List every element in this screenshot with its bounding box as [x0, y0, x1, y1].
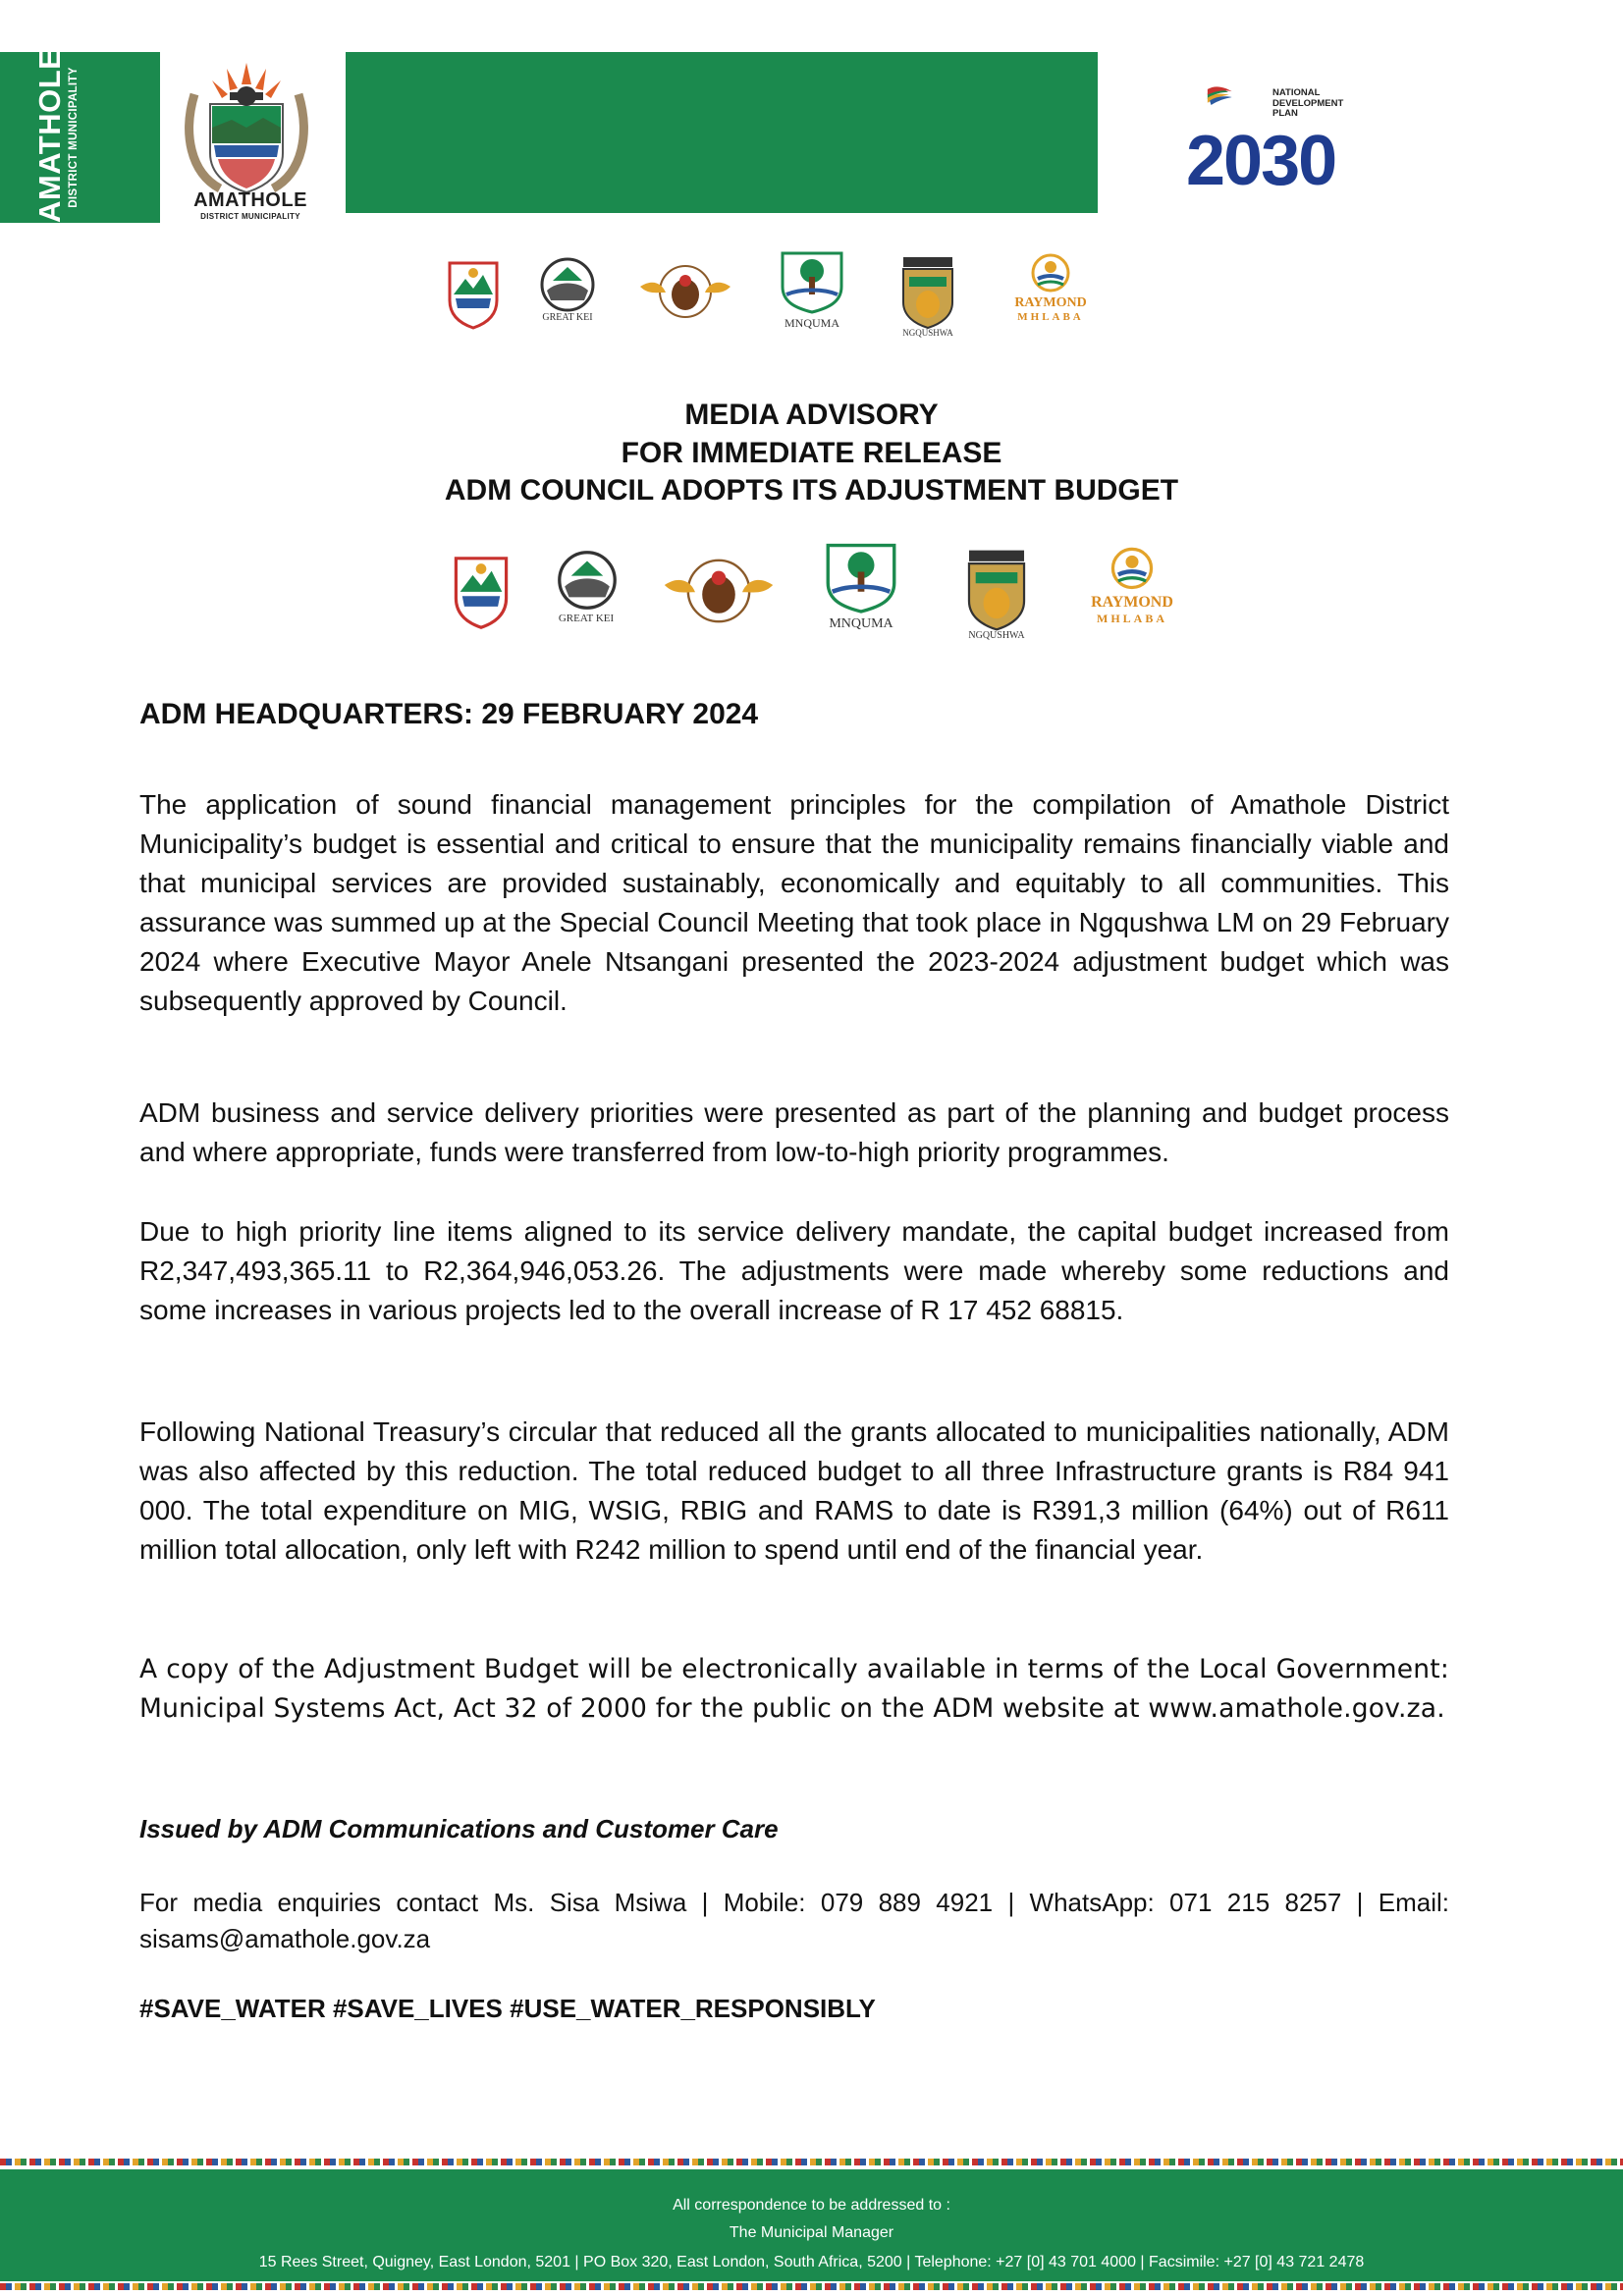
raymond-label: RAYMOND: [1014, 295, 1087, 310]
mhlaba-label: MHLABA: [1017, 311, 1084, 323]
crest-caption-subtitle: DISTRICT MUNICIPALITY: [200, 212, 300, 221]
ngqushwa-animal-crest-icon: [636, 257, 734, 326]
ngqushwa-crest-icon: [960, 546, 1033, 641]
raymond-label: RAYMOND: [1091, 594, 1173, 611]
mnquma-label: MNQUMA: [829, 616, 893, 631]
crest-caption: [173, 189, 328, 221]
title-headline: ADM COUNCIL ADOPTS ITS ADJUSTMENT BUDGET: [444, 474, 1179, 507]
raymond-mhlaba-crest-icon: [1091, 542, 1173, 625]
media-enquiries: For media enquiries contact Ms. Sisa Msiwa | Mobile: 079 889 4921 | WhatsApp: 071 215 8257 | Email: sisams@amathole.gov.za: [139, 1888, 1449, 1953]
mnquma-crest-icon: [817, 538, 905, 631]
ndp-label: [1272, 88, 1343, 120]
ndp-year: 2030: [1186, 122, 1336, 200]
ngqushwa-label: NGQUSHWA: [968, 630, 1025, 641]
issued-by: Issued by ADM Communications and Customer Care: [139, 1814, 779, 1843]
title-immediate-release: FOR IMMEDIATE RELEASE: [621, 436, 1002, 469]
footer-stripe-bottom: [0, 2283, 1623, 2290]
dateline: ADM HEADQUARTERS: 29 FEBRUARY 2024: [139, 698, 759, 730]
paragraph-grants: Following National Treasury’s circular that reduced all the grants allocated to municipalities nationally, ADM was also affected by this reduction. The total reduced budget to all three Infrastructure grants is R84 941 000. The total expenditure on MIG, WSIG, RBIG and RAMS to date is R391,3 million (64%) out of R611 million total allocation, only left with R242 million to spend until end of the financial year.: [139, 1416, 1449, 1565]
footer-correspondence: All correspondence to be addressed to :: [673, 2197, 950, 2214]
paragraph-priorities: ADM business and service delivery priorities were presented as part of the planning and budget process and where appropriate, funds were transferred from low-to-high priority programmes.: [139, 1097, 1449, 1167]
side-tab-title: AMATHOLE: [32, 48, 67, 223]
advisory-titles: [0, 397, 1623, 510]
header-green-banner: [346, 52, 1098, 213]
great-kei-crest-icon: [550, 548, 624, 624]
footer-municipal-manager: The Municipal Manager: [729, 2224, 894, 2241]
footer-address: 15 Rees Street, Quigney, East London, 5201 | PO Box 320, East London, South Africa, 5200 | Telephone: +27 [0] 43 701 4000 | Facsimile: +27 [0] 43 721 2478: [258, 2254, 1365, 2270]
paragraph-budget-principles: The application of sound financial management principles for the compilation of Amathole District Municipality’s budget is essential and critical to ensure that the municipality remains financially viable and that municipal services are provided sustainably, economically and equitably to all communities. This assurance was summed up at the Special Council Meeting that took place in Ngqushwa LM on 29 February 2024 where Executive Mayor Anele Ntsangani presented the 2023-2024 adjustment budget which was subsequently approved by Council.: [139, 789, 1449, 1016]
footer-stripe-top: [0, 2159, 1623, 2165]
paragraph-capital-budget: Due to high priority line items aligned to its service delivery mandate, the capital budget increased from R2,347,493,365.11 to R2,364,946,053.26. The adjustments were made whereby some reductions and some increases in various projects led to the overall increase of R 17 452 68815.: [139, 1216, 1449, 1325]
ngqushwa-label: NGQUSHWA: [902, 328, 953, 338]
great-kei-label: GREAT KEI: [542, 312, 593, 323]
amahlathi-crest-icon: [450, 550, 513, 636]
paragraph-availability: A copy of the Adjustment Budget will be electronically available in terms of the Local Government: Municipal Systems Act, Act 32 of 2000 for the public on the ADM website at www.amathole.gov.za.: [139, 1654, 1449, 1724]
municipal-logos-row-top: [0, 243, 1623, 342]
raymond-mhlaba-crest-icon: [1014, 249, 1087, 323]
hashtags: #SAVE_WATER #SAVE_LIVES #USE_WATER_RESPONSIBLY: [139, 1994, 876, 2023]
ndp-line2: DEVELOPMENT: [1272, 97, 1344, 109]
side-tab-subtitle: DISTRICT MUNICIPALITY: [68, 67, 80, 208]
crest-caption-title: AMATHOLE: [193, 189, 307, 211]
municipal-logos-row-bottom: [0, 538, 1623, 641]
ngqushwa-animal-crest-icon: [660, 550, 778, 632]
great-kei-label: GREAT KEI: [558, 613, 615, 624]
ndp-line3: PLAN: [1272, 108, 1298, 119]
amahlathi-crest-icon: [444, 255, 503, 336]
footer: [0, 2169, 1623, 2281]
mnquma-crest-icon: [773, 247, 851, 330]
ngqushwa-crest-icon: [895, 253, 960, 338]
amathole-side-tab: [0, 48, 160, 223]
great-kei-crest-icon: [533, 255, 602, 323]
mhlaba-label: MHLABA: [1097, 612, 1167, 625]
title-media-advisory: MEDIA ADVISORY: [684, 399, 939, 431]
mnquma-label: MNQUMA: [784, 316, 839, 330]
ndp-line1: NATIONAL: [1272, 87, 1321, 98]
